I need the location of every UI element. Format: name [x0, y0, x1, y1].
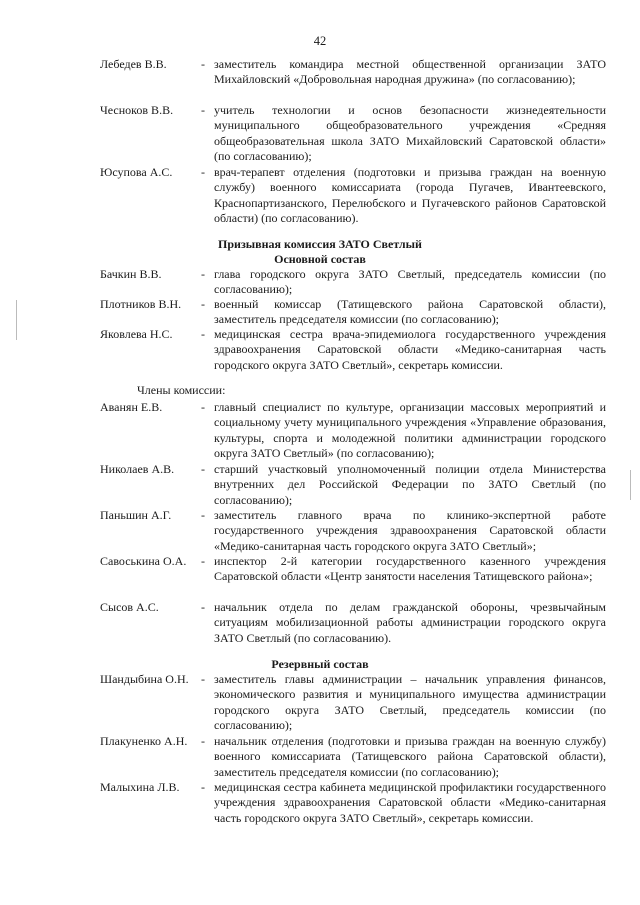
list-item [100, 462, 606, 508]
dash: - [201, 165, 205, 179]
dash: - [201, 462, 205, 476]
member-name: Паньшин А.Г. [100, 508, 172, 522]
dash: - [201, 297, 205, 311]
member-name: Плотников В.Н. [100, 297, 182, 311]
list-item [100, 327, 606, 373]
list-item [100, 600, 606, 646]
member-name: Плакуненко А.Н. [100, 734, 188, 748]
list-item [100, 554, 606, 600]
member-role: медицинская сестра врача-эпидемиолога государственного учреждения здравоохранения Саратовской области «Медико-санитарная часть городского округа ЗАТО Светлый», секретарь комиссии. [214, 327, 606, 372]
member-name: Аванян Е.В. [100, 400, 163, 414]
member-name: Чесноков В.В. [100, 103, 174, 117]
member-role: глава городского округа ЗАТО Светлый, председатель комиссии (по согласованию); [214, 267, 606, 297]
dash: - [201, 672, 205, 686]
member-name: Яковлева Н.С. [100, 327, 173, 341]
list-item [100, 57, 606, 103]
member-role: врач-терапевт отделения (подготовки и призыва граждан на военную службу) военного комиссариата (города Пугачев, Ивантеевского, Краснопартизанского, Перелюбского и Пугачевского районов Саратовской области) (по согласованию). [214, 165, 606, 225]
reserve-title: Резервный состав [271, 657, 369, 671]
dash: - [201, 400, 205, 414]
dash: - [201, 103, 205, 117]
list-item [100, 267, 606, 297]
dash: - [201, 267, 205, 281]
list-item [100, 103, 606, 165]
member-name: Шандыбина О.Н. [100, 672, 189, 686]
dash: - [201, 57, 205, 71]
member-name: Николаев А.В. [100, 462, 175, 476]
page-number: 42 [313, 34, 327, 48]
member-role: начальник отделения (подготовки и призыва граждан на военную службу) военного комиссариата (Татищевского района Саратовской области), заместитель председателя комиссии (по согласованию); [214, 734, 606, 779]
dash: - [201, 780, 205, 794]
member-role: начальник отдела по делам гражданской обороны, чрезвычайным ситуациям мобилизационной работы администрации городского округа ЗАТО Светлый (по согласованию). [214, 600, 606, 645]
dash: - [201, 734, 205, 748]
member-name: Сысов А.С. [100, 600, 159, 614]
member-role: заместитель главного врача по клинико-экспертной работе государственного учреждения здравоохранения Саратовской области «Медико-санитарная часть городского округа ЗАТО Светлый»; [214, 508, 606, 553]
member-role: учитель технологии и основ безопасности жизнедеятельности муниципального общеобразовательного учреждения «Средняя общеобразовательная школа ЗАТО Михайловский Саратовской области» (по согласованию); [214, 103, 606, 163]
list-item [100, 400, 606, 462]
dash: - [201, 600, 205, 614]
dash: - [201, 508, 205, 522]
member-name: Юсупова А.С. [100, 165, 173, 179]
member-name: Бачкин В.В. [100, 267, 162, 281]
list-item [100, 508, 606, 554]
member-name: Малыхина Л.В. [100, 780, 180, 794]
list-item [100, 297, 606, 327]
main-composition-title: Основной состав [274, 252, 366, 266]
member-name: Савоськина О.А. [100, 554, 187, 568]
member-role: медицинская сестра кабинета медицинской профилактики государственного учреждения здравоохранения Саратовской области «Медико-санитарная часть городского округа ЗАТО Светлый», секретарь комиссии. [214, 780, 606, 825]
list-item [100, 780, 606, 842]
scan-mark [630, 470, 631, 500]
dash: - [201, 554, 205, 568]
member-role: заместитель командира местной общественной организации ЗАТО Михайловский «Добровольная народная дружина» (по согласованию); [214, 57, 606, 87]
member-role: главный специалист по культуре, организации массовых мероприятий и социальному учету муниципального учреждения «Управление образования, культуры, спорта и молодежной политики администрации городского округа ЗАТО Светлый» (по согласованию); [214, 400, 606, 460]
member-role: инспектор 2-й категории государственного казенного учреждения Саратовской области «Центр занятости населения Татищевского района»; [214, 554, 606, 584]
member-role: военный комиссар (Татищевского района Саратовской области), заместитель председателя комиссии (по согласованию); [214, 297, 606, 327]
members-label: Члены комиссии: [137, 383, 226, 397]
list-item [100, 165, 606, 227]
list-item [100, 672, 606, 734]
member-role: заместитель главы администрации – начальник управления финансов, экономического развития и муниципального имущества администрации городского округа ЗАТО Светлый, председатель комиссии (по согласованию); [214, 672, 606, 732]
dash: - [201, 327, 205, 341]
scan-mark [16, 300, 17, 340]
member-name: Лебедев В.В. [100, 57, 167, 71]
member-role: старший участковый уполномоченный полиции отдела Министерства внутренних дел Российской Федерации по ЗАТО Светлый (по согласованию); [214, 462, 606, 507]
list-item [100, 734, 606, 780]
commission-title: Призывная комиссия ЗАТО Светлый [218, 237, 422, 251]
